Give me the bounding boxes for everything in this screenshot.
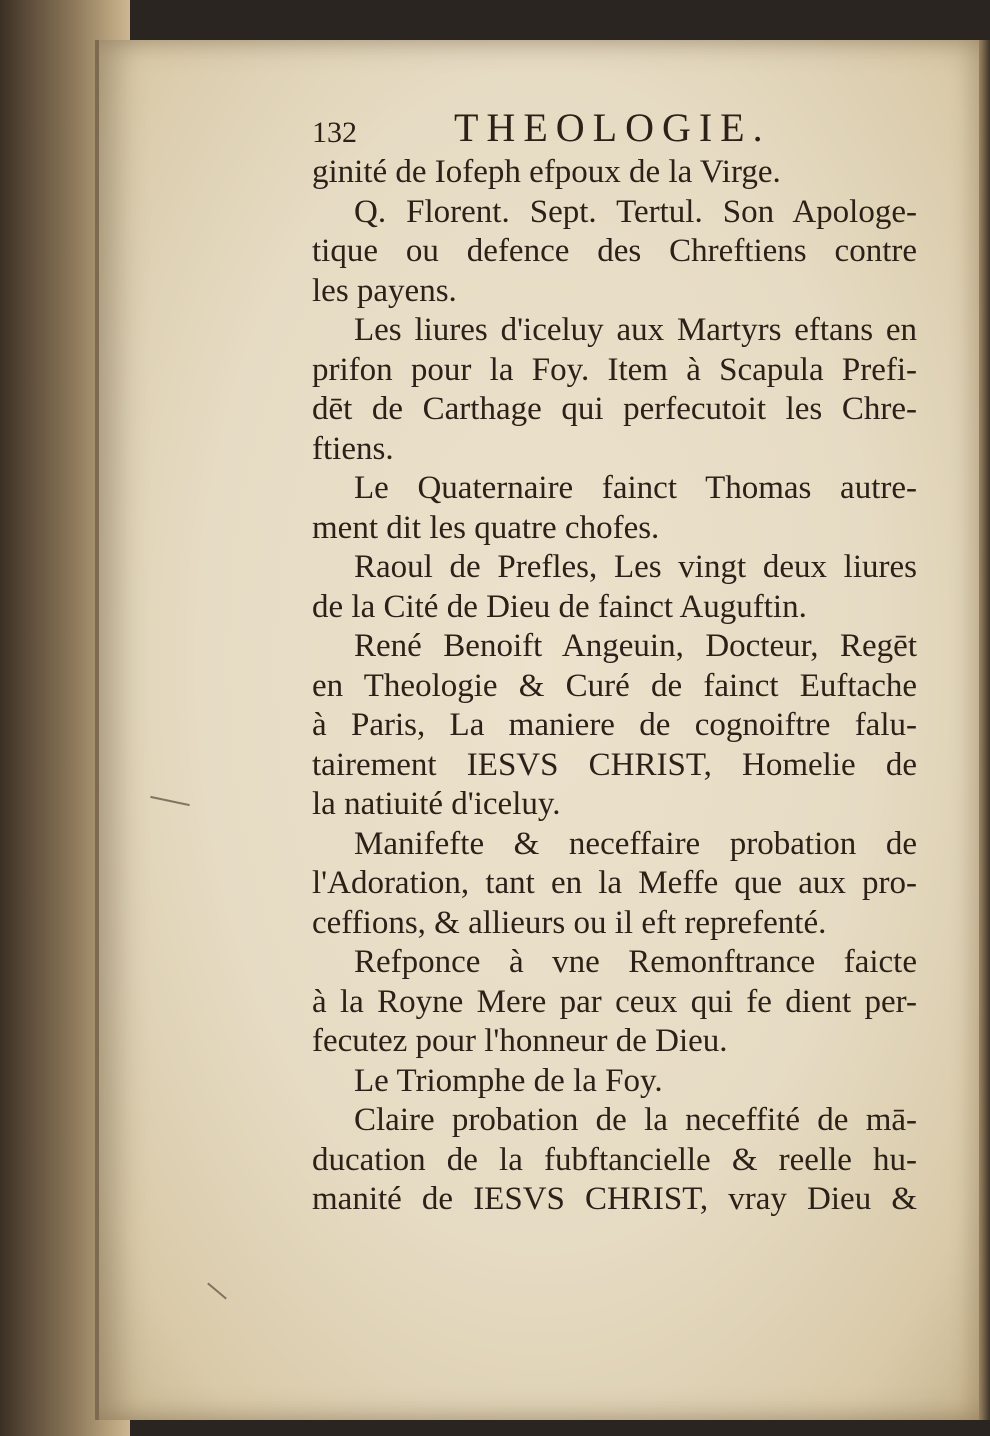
text-line: fecutez pour l'honneur de Dieu. [312,1023,728,1059]
text-line: prifon pour la Foy. Item à Scapula Prefi- [312,351,917,388]
page-number: 132 [312,116,357,149]
text-line: ducation de la fubftancielle & reelle hu- [312,1141,917,1178]
text-line: Le Quaternaire fainct Thomas autre- [354,470,917,506]
text-line: Claire probation de la neceffité de mā- [354,1102,917,1138]
text-line: Refponce à vne Remonftrance faicte [354,944,917,980]
text-line: Le Triomphe de la Foy. [354,1062,663,1099]
text-line: tique ou defence des Chreftiens contre [312,233,917,269]
text-line: les payens. [312,272,457,309]
text-line: en Theologie & Curé de fainct Euftache [312,667,917,704]
text-line: ftiens. [312,430,394,467]
text-line: Raoul de Prefles, Les vingt deux liures [354,549,917,585]
text-line: à Paris, La maniere de cognoiftre falu- [312,707,917,743]
text-line: manité de IESVS CHRIST, vray Dieu & [312,1181,917,1217]
text-line: ceffions, & allieurs ou il eft reprefenté. [312,904,827,941]
body-text [312,153,917,1220]
text-line: Manifefte & neceffaire probation de [354,825,917,862]
text-line: tairement IESVS CHRIST, Homelie de [312,746,917,783]
text-line: René Benoift Angeuin, Docteur, Regēt [354,628,917,664]
running-title: THEOLOGIE. [454,105,771,150]
text-line: la natiuité d'iceluy. [312,786,561,822]
text-line: dēt de Carthage qui perfecutoit les Chre- [312,391,917,427]
text-line: de la Cité de Dieu de fainct Auguftin. [312,588,807,625]
text-line: à la Royne Mere par ceux qui fe dient per- [312,983,917,1020]
text-line: ginité de Iofeph efpoux de la Virge. [312,154,781,190]
text-line: Les liures d'iceluy aux Martyrs eftans en [354,312,917,348]
text-line: ment dit les quatre chofes. [312,509,660,546]
text-line: l'Adoration, tant en la Meffe que aux pro- [312,865,917,901]
text-line: Q. Florent. Sept. Tertul. Son Apologe- [354,193,917,230]
